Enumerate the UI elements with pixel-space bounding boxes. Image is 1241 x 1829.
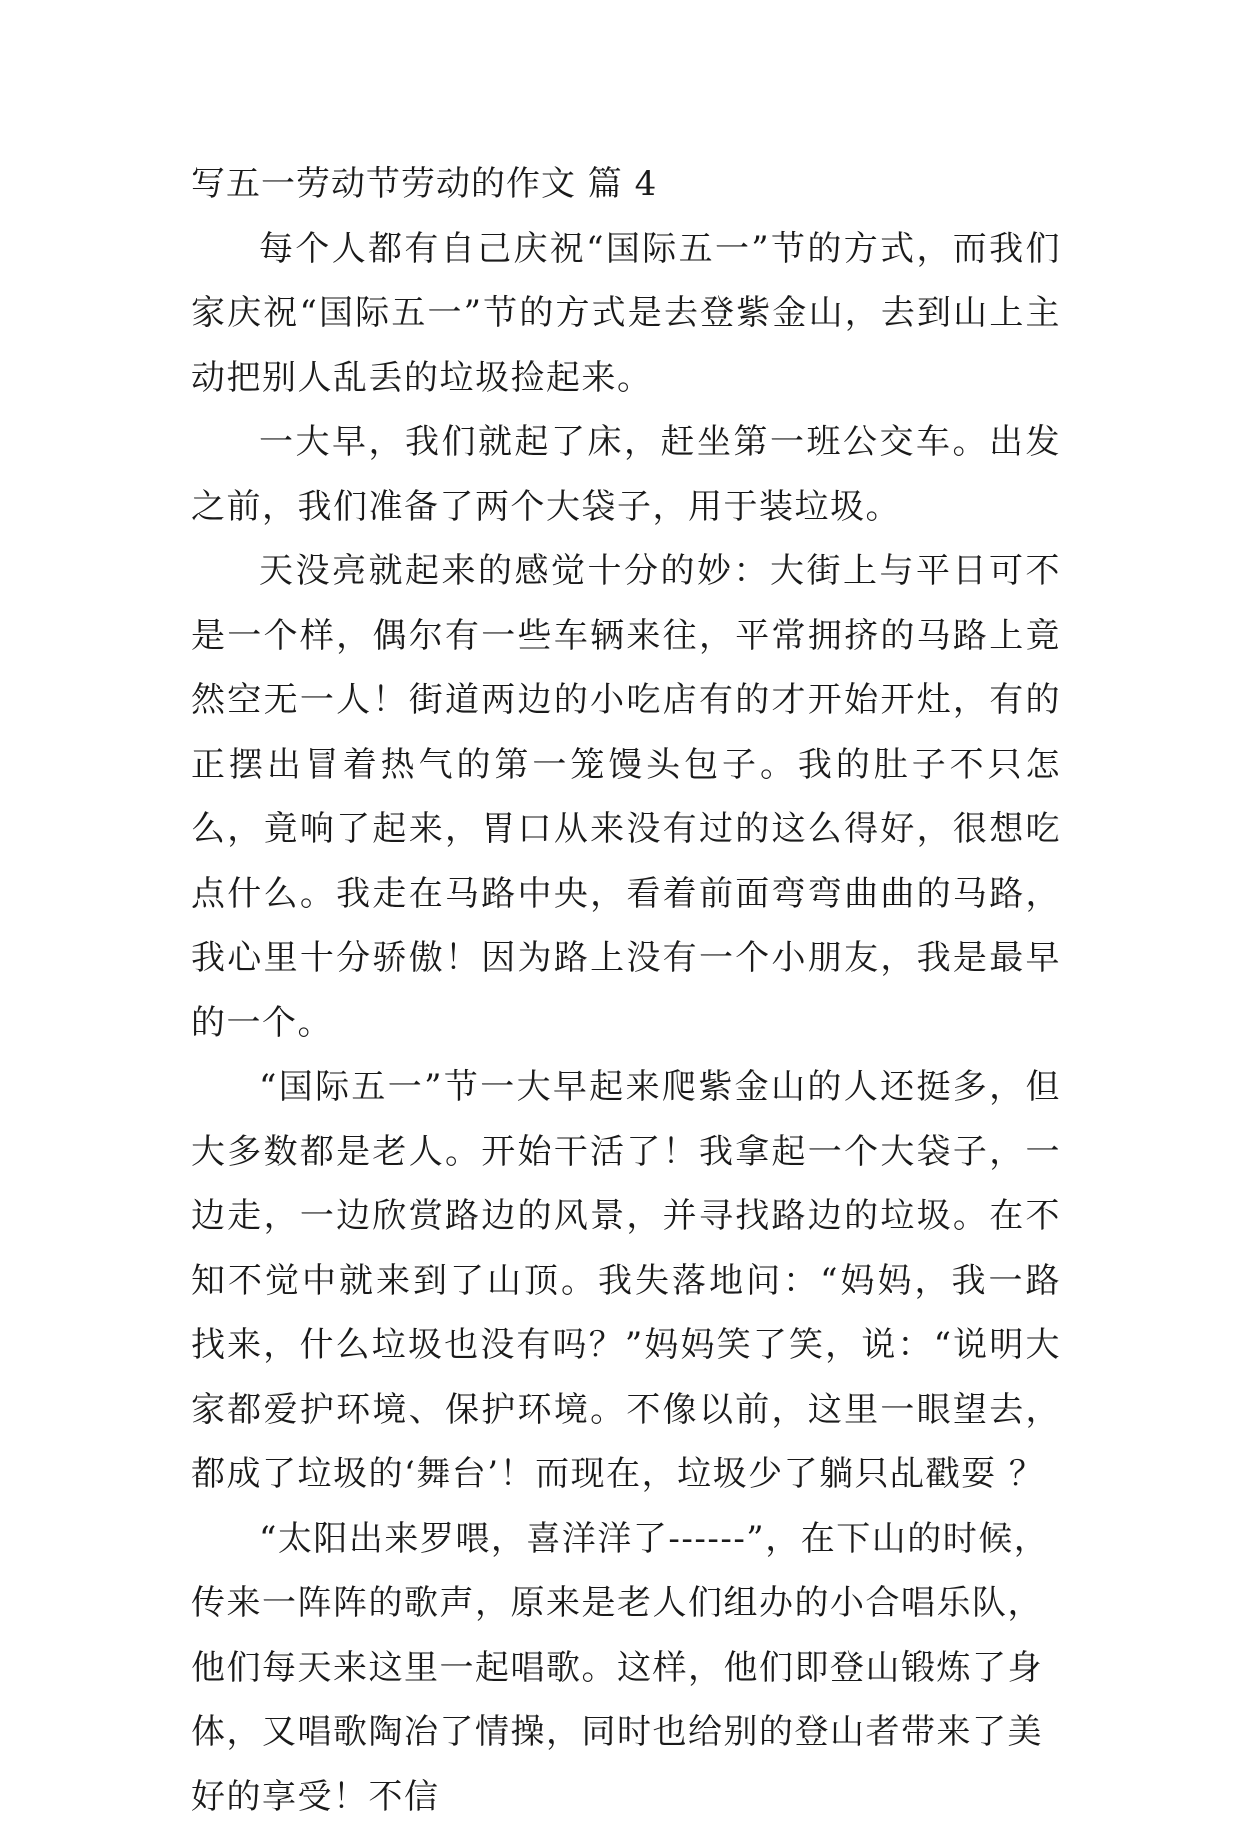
paragraph-1: 每个人都有自己庆祝“国际五一”节的方式，而我们家庆祝“国际五一”节的方式是去登紫金山，去到山上主动把别人乱丢的垃圾捡起来。 [191, 217, 1061, 411]
document-title: 写五一劳动节劳动的作文 篇 4 [191, 152, 1061, 217]
paragraph-4: “国际五一”节一大早起来爬紫金山的人还挺多，但大多数都是老人。开始干活了！我拿起一个大袋子，一边走，一边欣赏路边的风景，并寻找路边的垃圾。在不知不觉中就来到了山顶。我失落地问：“妈妈，我一路找来，什么垃圾也没有吗？”妈妈笑了笑，说：“说明大家都爱护环境、保护环境。不像以前，这里一眼望去，都成了垃圾的‘舞台’！而现在，垃圾少了躺只乩戳耍 ？ [191, 1055, 1061, 1507]
paragraph-2: 一大早，我们就起了床，赶坐第一班公交车。出发之前，我们准备了两个大袋子，用于装垃圾。 [191, 410, 1061, 539]
paragraph-5: “太阳出来罗喂，喜洋洋了------”，在下山的时候，传来一阵阵的歌声，原来是老人们组办的小合唱乐队，他们每天来这里一起唱歌。这样，他们即登山锻炼了身体，又唱歌陶冶了情操，同时也给别的登山者带来了美好的享受！不信 [191, 1507, 1061, 1829]
paragraph-3: 天没亮就起来的感觉十分的妙：大街上与平日可不是一个样，偶尔有一些车辆来往，平常拥挤的马路上竟然空无一人！街道两边的小吃店有的才开始开灶，有的正摆出冒着热气的第一笼馒头包子。我的肚子不只怎么，竟响了起来，胃口从来没有过的这么得好，很想吃点什么。我走在马路中央，看着前面弯弯曲曲的马路，我心里十分骄傲！因为路上没有一个小朋友，我是最早的一个。 [191, 539, 1061, 1055]
document-body [191, 152, 1061, 1829]
